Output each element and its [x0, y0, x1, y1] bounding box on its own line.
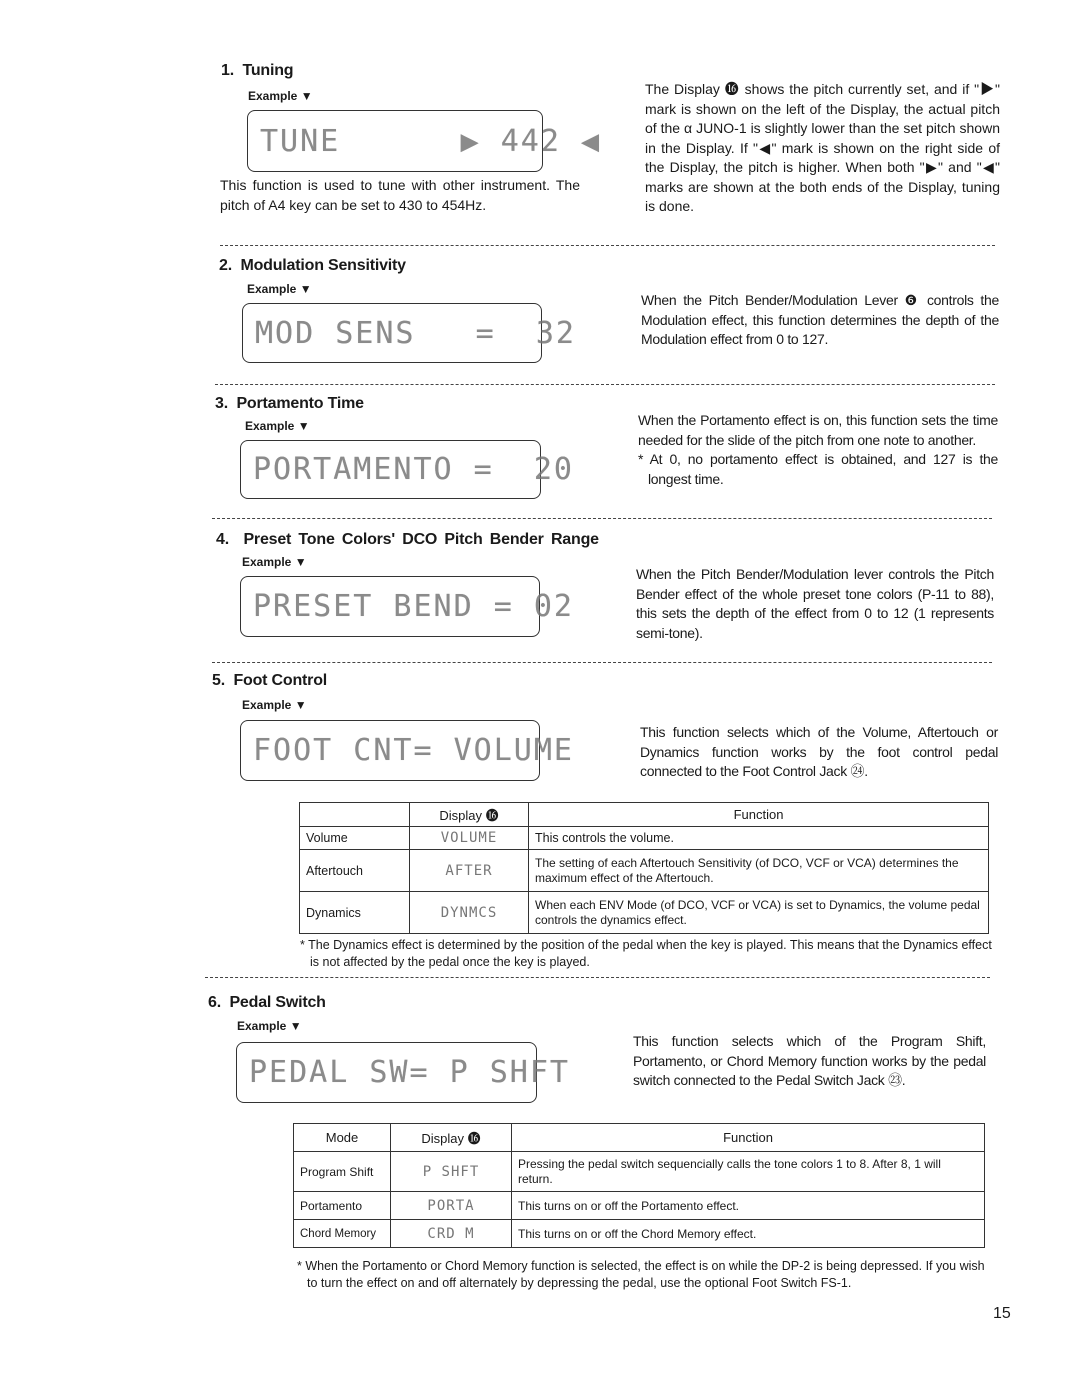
section-number: 6.: [208, 994, 221, 1011]
section-divider: [212, 662, 992, 663]
section-title-text: Preset Tone Colors' DCO Pitch Bender Range: [243, 531, 599, 548]
example-label: Example ▼: [245, 419, 310, 433]
table-header-row: [294, 1124, 985, 1152]
table-cell: When each ENV Mode (of DCO, VCF or VCA) is set to Dynamics, the volume pedal controls the dynamics effect.: [529, 892, 989, 934]
section-number: 1.: [221, 62, 234, 79]
table-cell-display: AFTER: [410, 850, 529, 892]
table-cell-display: VOLUME: [410, 827, 529, 850]
table-cell: Pressing the pedal switch sequencially calls the tone colors 1 to 8. After 8, 1 will return.: [512, 1152, 985, 1192]
example-label: Example ▼: [247, 282, 312, 296]
portamento-explanation: [638, 411, 998, 489]
table-row: [300, 827, 989, 850]
table-header: Function: [512, 1124, 985, 1152]
lcd-text: MOD SENS = 32: [255, 315, 576, 351]
table-row: [300, 850, 989, 892]
table-cell: Aftertouch: [300, 850, 410, 892]
section-divider: [220, 245, 995, 246]
table-header-row: [300, 803, 989, 827]
foot-control-note: * The Dynamics effect is determined by the position of the pedal when the key is played. This means that the Dynamics effect is not affected by the pedal once the key is played.: [300, 938, 992, 969]
lcd-display-pedal-switch: [236, 1042, 570, 1103]
page-number: 15: [993, 1305, 1011, 1322]
foot-control-explanation: This function selects which of the Volume, Aftertouch or Dynamics function works by the foot control pedal connected to the Foot Control Jack ㉔.: [640, 724, 998, 779]
section-1-title: [221, 62, 293, 80]
table-cell: This controls the volume.: [529, 827, 989, 850]
table-header: Function: [529, 803, 989, 827]
tuning-explanation: The Display ⓰ shows the pitch currently set, and if "▶" mark is shown on the left of the Display, the actual pitch of the α JUNO-1 is slightly lower than the set pitch shown in the Display. If "◀" mark is shown on the right side of the Display, the pitch is higher. When both "▶" and "◀" marks are shown at the both ends of the Display, tuning is done.: [645, 81, 1000, 214]
table-row: [294, 1152, 985, 1192]
foot-control-table: [299, 802, 989, 934]
portamento-text: When the Portamento effect is on, this function sets the time needed for the slide of the pitch from one note to another.: [638, 412, 998, 448]
table-cell: Dynamics: [300, 892, 410, 934]
section-title-text: Modulation Sensitivity: [240, 257, 406, 274]
table-row: [300, 892, 989, 934]
tuning-description: This function is used to tune with other instrument. The pitch of A4 key can be set to 430 to 454Hz.: [220, 177, 580, 213]
portamento-note: * At 0, no portamento effect is obtained, and 127 is the longest time.: [638, 451, 998, 487]
section-title-text: Foot Control: [233, 672, 328, 689]
lcd-text: PORTAMENTO = 20: [253, 452, 574, 487]
lcd-text: PEDAL SW= P SHFT: [249, 1055, 570, 1090]
section-4-title: [216, 531, 599, 549]
section-number: 5.: [212, 672, 225, 689]
preset-bend-explanation: When the Pitch Bender/Modulation lever controls the Pitch Bender effect of the whole preset tone colors (P-11 to 88), this sets the depth of the effect from 0 to 12 (1 represents semi-tone).: [636, 566, 994, 641]
lcd-text: TUNE ▶ 442 ◀: [260, 123, 602, 159]
table-cell-display: CRD M: [391, 1220, 512, 1248]
example-label: Example ▼: [237, 1019, 302, 1033]
section-title-text: Portamento Time: [236, 395, 364, 412]
table-cell: Portamento: [294, 1192, 391, 1220]
section-divider: [215, 384, 995, 385]
example-label: Example ▼: [242, 698, 307, 712]
section-divider: [212, 518, 992, 519]
pedal-switch-note: * When the Portamento or Chord Memory function is selected, the effect is on while the DP-2 is being depressed. If you wish to turn the effect on and off alternately by depressing the pedal, use the optional Foot Switch FS-1.: [297, 1259, 985, 1290]
table-cell: Chord Memory: [294, 1220, 391, 1248]
lcd-display-mod-sens: [242, 303, 576, 363]
lcd-display-portamento: [240, 440, 574, 499]
table-row: [294, 1192, 985, 1220]
table-header: Display ⓰: [391, 1124, 512, 1152]
lcd-display-foot-control: [240, 720, 574, 781]
table-cell: The setting of each Aftertouch Sensitivity (of DCO, VCF or VCA) determines the maximum effect of the Aftertouch.: [529, 850, 989, 892]
table-cell-display: DYNMCS: [410, 892, 529, 934]
lcd-text: FOOT CNT= VOLUME: [253, 733, 574, 768]
lcd-text: PRESET BEND = 02: [253, 589, 574, 624]
section-divider: [205, 977, 990, 978]
table-cell-display: P SHFT: [391, 1152, 512, 1192]
table-cell-display: PORTA: [391, 1192, 512, 1220]
lcd-display-preset-bend: [240, 576, 574, 637]
section-title-text: Tuning: [242, 62, 294, 79]
section-5-title: [212, 672, 327, 690]
table-cell: This turns on or off the Chord Memory effect.: [512, 1220, 985, 1248]
example-label: Example ▼: [248, 89, 313, 103]
pedal-switch-explanation: This function selects which of the Program Shift, Portamento, or Chord Memory function works by the pedal switch connected to the Pedal Switch Jack ㉓.: [633, 1033, 986, 1088]
section-title-text: Pedal Switch: [229, 994, 326, 1011]
table-header: Display ⓰: [410, 803, 529, 827]
table-cell: Volume: [300, 827, 410, 850]
section-2-title: [219, 257, 406, 275]
lcd-display-tuning: [247, 110, 602, 172]
table-row: [294, 1220, 985, 1248]
example-label: Example ▼: [242, 555, 307, 569]
section-6-title: [208, 994, 326, 1012]
section-number: 4.: [216, 531, 229, 548]
table-cell: Program Shift: [294, 1152, 391, 1192]
table-header: Mode: [294, 1124, 391, 1152]
pedal-switch-table: [293, 1123, 985, 1248]
section-number: 3.: [215, 395, 228, 412]
mod-sens-explanation: When the Pitch Bender/Modulation Lever ❻ controls the Modulation effect, this function determines the depth of the Modulation effect from 0 to 127.: [641, 292, 999, 347]
table-cell: This turns on or off the Portamento effect.: [512, 1192, 985, 1220]
section-3-title: [215, 395, 364, 413]
table-header: [300, 803, 410, 827]
section-number: 2.: [219, 257, 232, 274]
